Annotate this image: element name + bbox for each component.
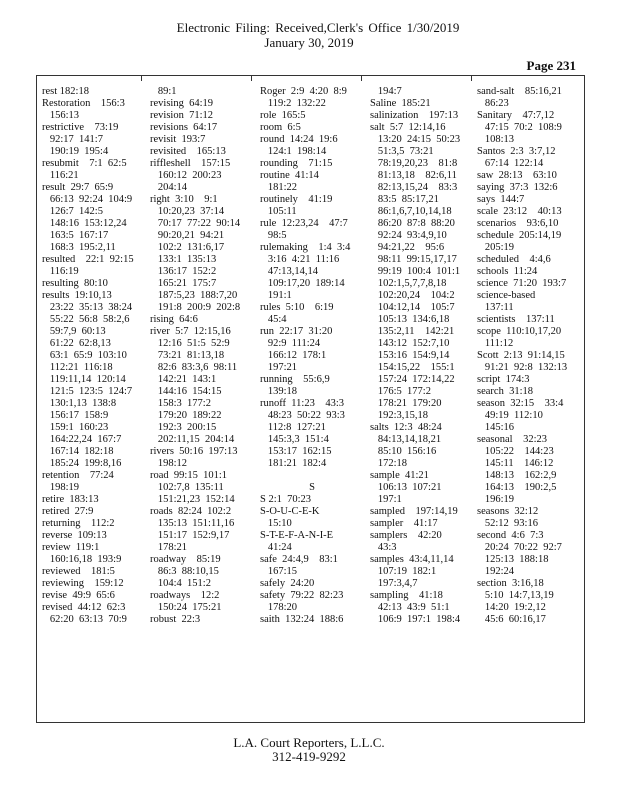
index-entry-line: 102:7,8 135:11: [150, 482, 224, 493]
index-entry-line: S: [309, 482, 315, 493]
index-entry-line: revisions 64:17: [150, 122, 218, 133]
index-entry-line: science-based: [477, 290, 536, 301]
index-entry-line: 205:19: [477, 242, 515, 253]
index-entry-line: 45:6 60:16,17: [477, 614, 546, 625]
index-entry-line: S-O-U-C-E-K: [260, 506, 320, 517]
index-entry-line: 86:3 88:10,15: [150, 566, 219, 577]
index-entry-line: retire 183:13: [42, 494, 99, 505]
index-entry-line: sampled 197:14,19: [370, 506, 458, 517]
index-entry-line: retention 77:24: [42, 470, 114, 481]
index-entry-line: riffleshell 157:15: [150, 158, 231, 169]
index-entry-line: 167:15: [260, 566, 298, 577]
reporter-name: L.A. Court Reporters, L.L.C.: [233, 735, 385, 750]
index-entry-line: 105:11: [260, 206, 297, 217]
index-entry-line: 178:20: [260, 602, 298, 613]
index-entry-line: run 22:17 31:20: [260, 326, 333, 337]
index-entry-line: revision 71:12: [150, 110, 213, 121]
index-entry-line: 121:5 123:5 124:7: [42, 386, 133, 397]
index-entry-line: 172:18: [370, 458, 408, 469]
index-entry-line: 160:16,18 193:9: [42, 554, 122, 565]
index-entry-line: 197:3,4,7: [370, 578, 418, 589]
index-entry-line: 136:17 152:2: [150, 266, 217, 277]
index-entry-line: 150:24 175:21: [150, 602, 222, 613]
index-entry-line: result 29:7 65:9: [42, 182, 114, 193]
index-entry-line: 62:20 63:13 70:9: [42, 614, 127, 625]
index-entry-line: salt 5:7 12:14,16: [370, 122, 446, 133]
index-entry-line: 181:22: [260, 182, 298, 193]
index-entry-line: roadway 85:19: [150, 554, 221, 565]
index-entry-line: 20:24 70:22 92:7: [477, 542, 562, 553]
index-entry-line: road 99:15 101:1: [150, 470, 227, 481]
index-entry-line: 116:21: [42, 170, 79, 181]
index-entry-line: 98:11 99:15,17,17: [370, 254, 457, 265]
index-entry-line: 59:7,9 60:13: [42, 326, 106, 337]
index-entry-line: 82:13,15,24 83:3: [370, 182, 458, 193]
index-entry-line: 179:20 189:22: [150, 410, 222, 421]
index-entry-line: 133:1 135:13: [150, 254, 217, 265]
index-entry-line: search 31:18: [477, 386, 533, 397]
index-entry-line: rising 64:6: [150, 314, 198, 325]
index-entry-line: 130:1,13 138:8: [42, 398, 117, 409]
index-entry-line: 191:8 200:9 202:8: [150, 302, 241, 313]
index-entry-line: Saline 185:21: [370, 98, 431, 109]
index-entry-line: 109:17,20 189:14: [260, 278, 345, 289]
index-entry-line: 166:12 178:1: [260, 350, 327, 361]
index-entry-line: 198:19: [42, 482, 80, 493]
index-entry-line: 73:21 81:13,18: [150, 350, 225, 361]
index-entry-line: 98:5: [260, 230, 287, 241]
index-entry-line: science 71:20 193:7: [477, 278, 567, 289]
index-entry-line: review 119:1: [42, 542, 100, 553]
index-entry-line: 153:17 162:15: [260, 446, 332, 457]
index-entry-line: 204:14: [150, 182, 188, 193]
index-entry-line: 151:17 152:9,17: [150, 530, 230, 541]
index-entry-line: 49:19 112:10: [477, 410, 543, 421]
index-entry-line: reviewing 159:12: [42, 578, 124, 589]
index-entry-line: 86:20 87:8 88:20: [370, 218, 455, 229]
index-entry-line: 156:13: [42, 110, 80, 121]
index-entry-line: rivers 50:16 197:13: [150, 446, 238, 457]
index-entry-line: 112:8 127:21: [260, 422, 326, 433]
index-entry-line: salts 12:3 48:24: [370, 422, 442, 433]
index-entry-line: safe 24:4,9 83:1: [260, 554, 338, 565]
index-entry-line: 116:19: [42, 266, 79, 277]
index-entry-line: 192:3 200:15: [150, 422, 217, 433]
index-entry-line: rounding 71:15: [260, 158, 333, 169]
index-entry-line: runoff 11:23 43:3: [260, 398, 344, 409]
index-entry-line: season 32:15 33:4: [477, 398, 564, 409]
index-entry-line: sample 41:21: [370, 470, 429, 481]
index-entry-line: running 55:6,9: [260, 374, 330, 385]
index-entry-line: 55:22 56:8 58:2,6: [42, 314, 130, 325]
index-entry-line: 178:21: [150, 542, 188, 553]
index-entry-line: 159:1 160:23: [42, 422, 109, 433]
index-entry-line: 125:13 188:18: [477, 554, 549, 565]
index-entry-line: 139:18: [260, 386, 298, 397]
index-entry-line: 14:20 19:2,12: [477, 602, 546, 613]
index-entry-line: revised 44:12 62:3: [42, 602, 126, 613]
index-entry-line: 43:3: [370, 542, 397, 553]
index-entry-line: seasonal 32:23: [477, 434, 547, 445]
index-entry-line: Restoration 156:3: [42, 98, 125, 109]
index-entry-line: revisit 193:7: [150, 134, 206, 145]
index-entry-line: 192:3,15,18: [370, 410, 429, 421]
index-entry-line: 111:12: [477, 338, 514, 349]
index-entry-line: 83:5 85:17,21: [370, 194, 439, 205]
index-entry-line: 157:24 172:14,22: [370, 374, 455, 385]
index-entry-line: 90:20,21 94:21: [150, 230, 225, 241]
index-entry-line: second 4:6 7:3: [477, 530, 544, 541]
index-entry-line: 51:3,5 73:21: [370, 146, 434, 157]
index-entry-line: S-T-E-F-A-N-I-E: [260, 530, 334, 541]
index-entry-line: 197:21: [260, 362, 298, 373]
index-entry-line: reverse 109:13: [42, 530, 107, 541]
index-entry-line: 105:13 134:6,18: [370, 314, 450, 325]
index-entry-line: results 19:10,13: [42, 290, 112, 301]
index-entry-line: 165:21 175:7: [150, 278, 217, 289]
index-entry-line: 126:7 142:5: [42, 206, 103, 217]
index-entry-line: rulemaking 1:4 3:4: [260, 242, 351, 253]
word-index-box: [36, 75, 585, 723]
index-entry-line: returning 112:2: [42, 518, 115, 529]
index-entry-line: 15:10: [260, 518, 292, 529]
index-entry-line: 45:4: [260, 314, 287, 325]
index-entry-line: 190:19 195:4: [42, 146, 109, 157]
index-entry-line: 163:5 167:17: [42, 230, 109, 241]
index-column-1: [42, 86, 146, 626]
index-entry-line: 104:12,14 105:7: [370, 302, 455, 313]
index-entry-line: 102:1,5,7,7,8,18: [370, 278, 447, 289]
index-entry-line: 102:20,24 104:2: [370, 290, 455, 301]
index-entry-line: 197:1: [370, 494, 402, 505]
index-entry-line: 66:13 92:24 104:9: [42, 194, 133, 205]
index-entry-line: says 144:7: [477, 194, 525, 205]
index-entry-line: sand-salt 85:16,21: [477, 86, 562, 97]
index-entry-line: Scott 2:13 91:14,15: [477, 350, 565, 361]
index-entry-line: 167:14 182:18: [42, 446, 114, 457]
index-entry-line: 153:16 154:9,14: [370, 350, 450, 361]
index-entry-line: schools 11:24: [477, 266, 538, 277]
index-entry-line: rules 5:10 6:19: [260, 302, 334, 313]
index-entry-line: Roger 2:9 4:20 8:9: [260, 86, 347, 97]
filing-header: [0, 20, 618, 50]
index-entry-line: 63:1 65:9 103:10: [42, 350, 127, 361]
index-entry-line: 145:16: [477, 422, 515, 433]
index-entry-line: S 2:1 70:23: [260, 494, 312, 505]
index-entry-line: 102:2 131:6,17: [150, 242, 225, 253]
index-entry-line: 84:13,14,18,21: [370, 434, 442, 445]
index-entry-line: 119:2 132:22: [260, 98, 326, 109]
index-entry-line: rest 182:18: [42, 86, 89, 97]
index-entry-line: revising 64:19: [150, 98, 213, 109]
index-entry-line: roads 82:24 102:2: [150, 506, 232, 517]
index-entry-line: 202:11,15 204:14: [150, 434, 235, 445]
index-entry-line: 145:3,3 151:4: [260, 434, 329, 445]
index-entry-line: 156:17 158:9: [42, 410, 109, 421]
index-entry-line: 82:6 83:3,6 98:11: [150, 362, 238, 373]
index-entry-line: script 174:3: [477, 374, 530, 385]
index-entry-line: scenarios 93:6,10: [477, 218, 559, 229]
index-entry-line: roadways 12:2: [150, 590, 220, 601]
index-entry-line: 160:12 200:23: [150, 170, 222, 181]
index-entry-line: schedule 205:14,19: [477, 230, 562, 241]
index-entry-line: 12:16 51:5 52:9: [150, 338, 230, 349]
index-entry-line: 119:11,14 120:14: [42, 374, 126, 385]
index-entry-line: 94:21,22 95:6: [370, 242, 445, 253]
index-entry-line: 178:21 179:20: [370, 398, 442, 409]
index-entry-line: 86:23: [477, 98, 509, 109]
index-entry-line: 41:24: [260, 542, 292, 553]
index-entry-line: scheduled 4:4,6: [477, 254, 551, 265]
index-entry-line: 158:3 177:2: [150, 398, 211, 409]
index-entry-line: resulting 80:10: [42, 278, 108, 289]
index-column-3: [260, 86, 364, 626]
index-entry-line: 194:7: [370, 86, 402, 97]
index-entry-line: 144:16 154:15: [150, 386, 222, 397]
index-entry-line: 23:22 35:13 38:24: [42, 302, 133, 313]
index-entry-line: 168:3 195:2,11: [42, 242, 116, 253]
index-entry-line: rule 12:23,24 47:7: [260, 218, 348, 229]
index-entry-line: 124:1 198:14: [260, 146, 327, 157]
index-entry-line: resubmit 7:1 62:5: [42, 158, 127, 169]
column-divider: [471, 76, 472, 81]
index-entry-line: 135:2,11 142:21: [370, 326, 455, 337]
index-entry-line: scientists 137:11: [477, 314, 555, 325]
index-entry-line: section 3:16,18: [477, 578, 544, 589]
index-entry-line: revise 49:9 65:6: [42, 590, 115, 601]
index-entry-line: scale 23:12 40:13: [477, 206, 562, 217]
index-entry-line: saith 132:24 188:6: [260, 614, 344, 625]
index-entry-line: saying 37:3 132:6: [477, 182, 558, 193]
index-entry-line: 42:13 43:9 51:1: [370, 602, 450, 613]
index-entry-line: 89:1: [150, 86, 177, 97]
index-entry-line: 196:19: [477, 494, 515, 505]
index-entry-line: robust 22:3: [150, 614, 201, 625]
index-entry-line: 148:13 162:2,9: [477, 470, 557, 481]
index-entry-line: 99:19 100:4 101:1: [370, 266, 461, 277]
index-entry-line: 192:24: [477, 566, 515, 577]
index-entry-line: 107:19 182:1: [370, 566, 437, 577]
index-entry-line: Sanitary 47:7,12: [477, 110, 555, 121]
index-entry-line: 106:9 197:1 198:4: [370, 614, 461, 625]
index-entry-line: reviewed 181:5: [42, 566, 115, 577]
index-entry-line: retired 27:9: [42, 506, 94, 517]
index-entry-line: saw 28:13 63:10: [477, 170, 557, 181]
index-entry-line: samples 43:4,11,14: [370, 554, 454, 565]
index-entry-line: seasons 32:12: [477, 506, 539, 517]
index-entry-line: right 3:10 9:1: [150, 194, 218, 205]
index-entry-line: safety 79:22 82:23: [260, 590, 344, 601]
index-entry-line: 5:10 14:7,13,19: [477, 590, 554, 601]
reporter-footer: [0, 736, 618, 764]
index-entry-line: 151:21,23 152:14: [150, 494, 235, 505]
index-entry-line: 61:22 62:8,13: [42, 338, 111, 349]
index-entry-line: 70:17 77:22 90:14: [150, 218, 241, 229]
index-entry-line: 52:12 93:16: [477, 518, 538, 529]
index-entry-line: room 6:5: [260, 122, 301, 133]
index-entry-line: [260, 470, 364, 482]
index-entry-line: 137:11: [477, 302, 514, 313]
index-entry-line: 92:9 111:24: [260, 338, 321, 349]
index-entry-line: 85:10 156:16: [370, 446, 437, 457]
filing-stamp: Electronic Filing: Received,Clerk's Office 1/30/2019: [176, 20, 460, 35]
index-entry-line: 185:24 199:8,16: [42, 458, 122, 469]
index-entry-line: 13:20 24:15 50:23: [370, 134, 461, 145]
index-entry-line: 187:5,23 188:7,20: [150, 290, 238, 301]
index-entry-line: 47:13,14,14: [260, 266, 319, 277]
index-entry-line: 91:21 92:8 132:13: [477, 362, 568, 373]
index-entry-line: 106:13 107:21: [370, 482, 442, 493]
column-divider: [141, 76, 142, 81]
index-entry-line: 164:22,24 167:7: [42, 434, 122, 445]
index-entry-line: role 165:5: [260, 110, 306, 121]
index-entry-line: 143:12 152:7,10: [370, 338, 450, 349]
column-divider: [361, 76, 362, 81]
index-column-5: [477, 86, 581, 626]
index-entry-line: 86:1,6,7,10,14,18: [370, 206, 452, 217]
index-entry-line: 108:13: [477, 134, 515, 145]
index-entry-line: 105:22 144:23: [477, 446, 554, 457]
index-entry-line: 47:15 70:2 108:9: [477, 122, 562, 133]
index-entry-line: 104:4 151:2: [150, 578, 211, 589]
index-entry-line: 148:16 153:12,24: [42, 218, 127, 229]
page-number: Page 231: [526, 58, 576, 73]
index-entry-line: 81:13,18 82:6,11: [370, 170, 457, 181]
index-entry-line: 92:17 141:7: [42, 134, 103, 145]
index-entry-line: samplers 42:20: [370, 530, 442, 541]
index-entry-line: Santos 2:3 3:7,12: [477, 146, 556, 157]
index-entry-line: 3:16 4:21 11:16: [260, 254, 340, 265]
filing-date: January 30, 2019: [264, 35, 354, 50]
index-entry-line: 10:20,23 37:14: [150, 206, 225, 217]
index-entry-line: routinely 41:19: [260, 194, 333, 205]
index-entry-line: 198:12: [150, 458, 188, 469]
index-entry-line: 191:1: [260, 290, 292, 301]
index-entry-line: river 5:7 12:15,16: [150, 326, 231, 337]
index-entry-line: 92:24 93:4,9,10: [370, 230, 447, 241]
index-entry-line: 145:11 146:12: [477, 458, 554, 469]
index-entry-line: 78:19,20,23 81:8: [370, 158, 458, 169]
index-entry-line: scope 110:10,17,20: [477, 326, 562, 337]
index-column-2: [150, 86, 254, 626]
index-entry-line: round 14:24 19:6: [260, 134, 338, 145]
index-entry-line: 164:13 190:2,5: [477, 482, 557, 493]
index-entry-line: 67:14 122:14: [477, 158, 544, 169]
index-entry-line: routine 41:14: [260, 170, 319, 181]
index-entry-line: sampling 41:18: [370, 590, 443, 601]
column-divider: [251, 76, 252, 81]
index-entry-line: 48:23 50:22 93:3: [260, 410, 345, 421]
index-entry-line: safely 24:20: [260, 578, 315, 589]
index-entry-line: 112:21 116:18: [42, 362, 113, 373]
index-entry-line: salinization 197:13: [370, 110, 459, 121]
index-entry-line: 142:21 143:1: [150, 374, 217, 385]
index-entry-line: resulted 22:1 92:15: [42, 254, 134, 265]
index-entry-line: restrictive 73:19: [42, 122, 119, 133]
index-entry-line: 181:21 182:4: [260, 458, 327, 469]
index-entry-line: 135:13 151:11,16: [150, 518, 235, 529]
index-entry-line: 176:5 177:2: [370, 386, 431, 397]
reporter-phone: 312-419-9292: [272, 749, 346, 764]
index-entry-line: 154:15,22 155:1: [370, 362, 455, 373]
index-entry-line: sampler 41:17: [370, 518, 438, 529]
index-column-4: [370, 86, 474, 626]
index-entry-line: revisited 165:13: [150, 146, 226, 157]
